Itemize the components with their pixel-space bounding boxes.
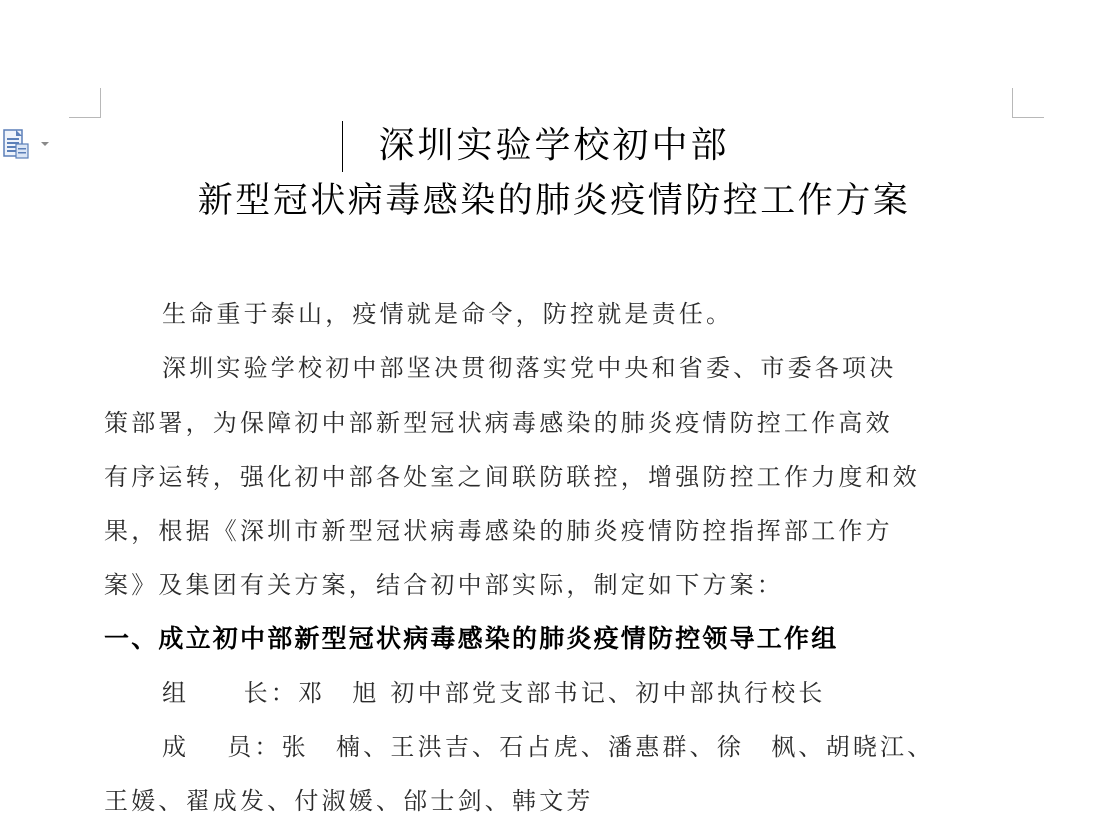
members-line-1: 成 员：张 楠、王洪吉、石占虎、潘惠群、徐 枫、胡晓江、 [162,733,935,761]
body-line-5: 果，根据《深圳市新型冠状病毒感染的肺炎疫情防控指挥部工作方 [104,517,893,545]
body-line-6: 案》及集团有关方案，结合初中部实际，制定如下方案： [104,571,784,599]
document-title-line2: 新型冠状病毒感染的肺炎疫情防控工作方案 [197,181,911,221]
body-line-4: 有序运转，强化初中部各处室之间联防联控，增强防控工作力度和效 [104,463,920,491]
section-heading-1: 一、成立初中部新型冠状病毒感染的肺炎疫情防控领导工作组 [104,624,839,653]
top-right-margin-mark [1012,88,1044,118]
leader-line: 组 长：邓 旭 初中部党支部书记、初中部执行校长 [162,679,826,707]
document-title-line1: 深圳实验学校初中部 [378,125,730,166]
members-line-2: 王媛、翟成发、付淑媛、邰士剑、韩文芳 [104,787,594,815]
top-left-margin-mark [69,88,101,118]
body-line-1: 生命重于泰山，疫情就是命令，防控就是责任。 [162,300,734,328]
body-line-2: 深圳实验学校初中部坚决贯彻落实党中央和省委、市委各项决 [162,354,897,382]
body-line-3: 策部署，为保障初中部新型冠状病毒感染的肺炎疫情防控工作高效 [104,409,893,437]
